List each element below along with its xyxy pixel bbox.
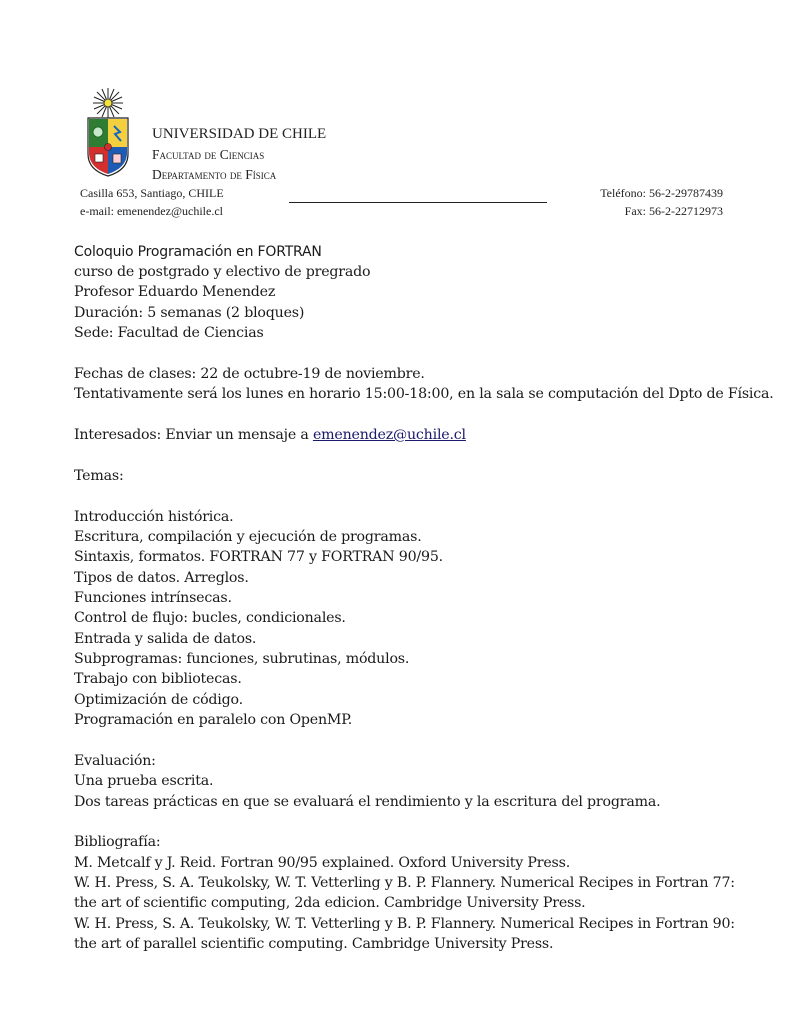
- topic-item: Control de flujo: bucles, condicionales.: [74, 610, 346, 626]
- course-subtitle: curso de postgrado y electivo de pregrado: [74, 264, 371, 280]
- phone-number: Teléfono: 56-2-29787439: [600, 186, 723, 200]
- topic-item: Funciones intrínsecas.: [74, 590, 232, 606]
- topic-item: Optimización de código.: [74, 692, 243, 708]
- course-professor: Profesor Eduardo Menendez: [74, 284, 276, 300]
- topic-item: Trabajo con bibliotecas.: [74, 671, 242, 687]
- topic-item: Introducción histórica.: [74, 509, 234, 525]
- bibliography-heading: Bibliografía:: [74, 834, 161, 850]
- course-duration: Duración: 5 semanas (2 bloques): [74, 305, 305, 321]
- course-venue: Sede: Facultad de Ciencias: [74, 325, 264, 341]
- topics-heading: Temas:: [74, 468, 124, 484]
- evaluation-item: Dos tareas prácticas en que se evaluará el rendimiento y la escritura del programa.: [74, 794, 661, 810]
- contact-email-link[interactable]: emenendez@uchile.cl: [312, 427, 466, 443]
- course-title: Coloquio Programación en FORTRAN: [74, 244, 322, 260]
- bibliography-line: M. Metcalf y J. Reid. Fortran 90/95 explained. Oxford University Press.: [74, 855, 571, 871]
- interested-prefix: Interesados: Enviar un mensaje a: [74, 427, 313, 443]
- course-dates: Fechas de clases: 22 de octubre-19 de noviembre.: [74, 366, 425, 382]
- topic-item: Escritura, compilación y ejecución de programas.: [74, 529, 422, 545]
- evaluation-heading: Evaluación:: [74, 753, 156, 769]
- bibliography-line: the art of parallel scientific computing. Cambridge University Press.: [74, 936, 554, 952]
- topic-item: Programación en paralelo con OpenMP.: [74, 712, 353, 728]
- interested-line: [74, 425, 466, 445]
- evaluation-item: Una prueba escrita.: [74, 773, 214, 789]
- university-crest-logo: [84, 88, 132, 178]
- topic-item: Entrada y salida de datos.: [74, 631, 257, 647]
- header-email: e-mail: emenendez@uchile.cl: [80, 204, 223, 218]
- fax-number: Fax: 56-2-22712973: [624, 204, 723, 218]
- header-divider: [289, 202, 547, 203]
- topic-item: Subprogramas: funciones, subrutinas, módulos.: [74, 651, 410, 667]
- bibliography-line: the art of scientific computing, 2da edicion. Cambridge University Press.: [74, 895, 586, 911]
- department-name: Departamento de Física: [152, 167, 277, 182]
- topic-item: Tipos de datos. Arreglos.: [74, 570, 249, 586]
- shield-icon: [88, 118, 128, 176]
- postal-address: Casilla 653, Santiago, CHILE: [80, 186, 224, 200]
- university-name: UNIVERSIDAD DE CHILE: [152, 126, 327, 142]
- bibliography-line: W. H. Press, S. A. Teukolsky, W. T. Vetterling y B. P. Flannery. Numerical Recipes in Fortran 77:: [74, 875, 735, 891]
- faculty-name: Facultad de Ciencias: [152, 147, 265, 162]
- topic-item: Sintaxis, formatos. FORTRAN 77 y FORTRAN 90/95.: [74, 549, 443, 565]
- course-schedule: Tentativamente será los lunes en horario 15:00-18:00, en la sala se computación del Dpto de Física.: [74, 386, 774, 402]
- bibliography-line: W. H. Press, S. A. Teukolsky, W. T. Vetterling y B. P. Flannery. Numerical Recipes in Fortran 90:: [74, 916, 735, 932]
